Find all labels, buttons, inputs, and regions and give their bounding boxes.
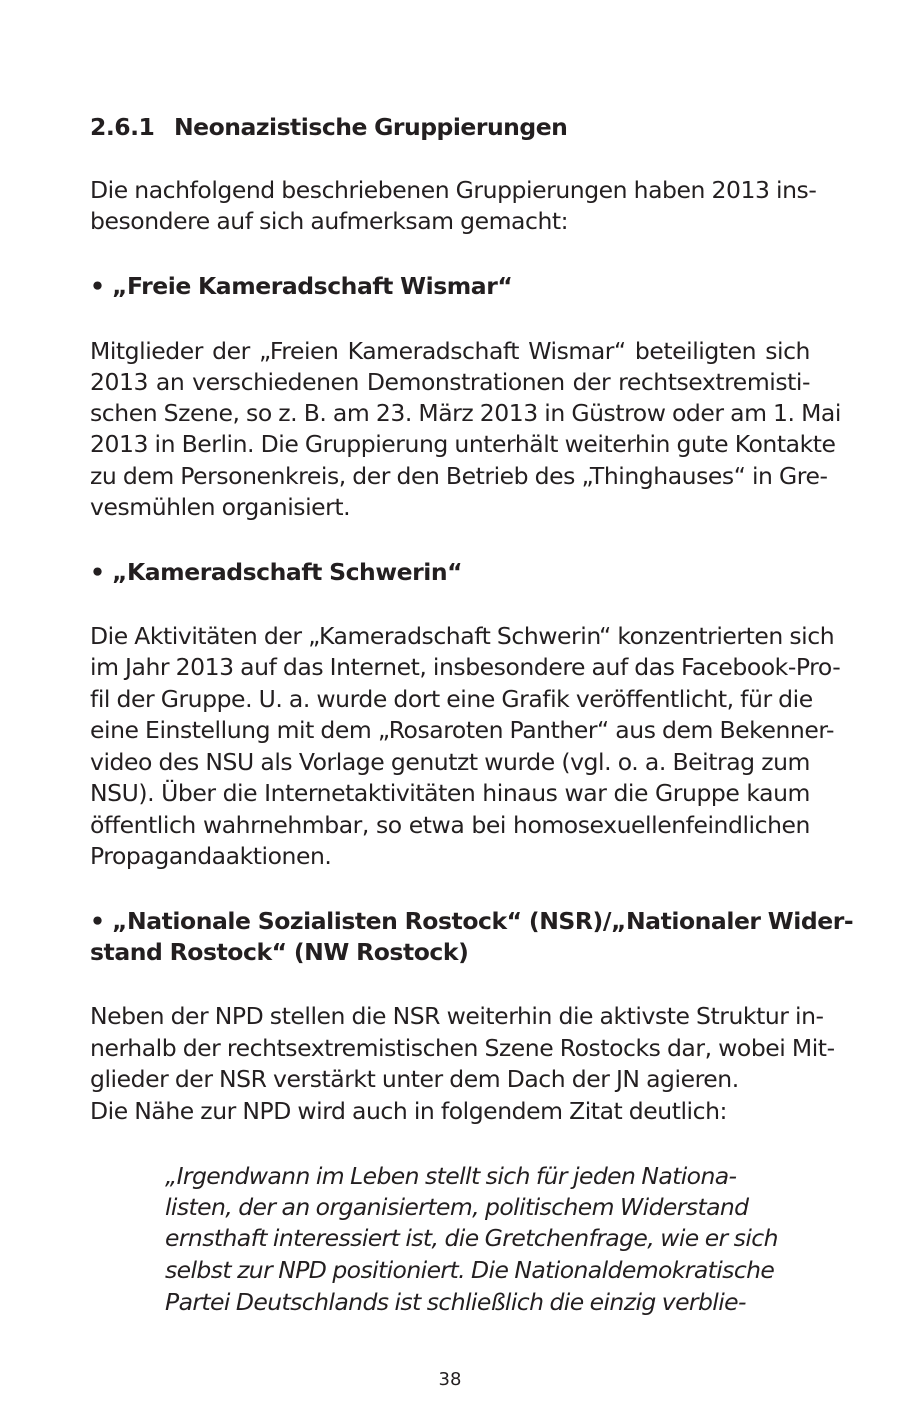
section-title: Neonazistische Gruppierungen [174, 113, 568, 141]
paragraph-line: Neben der NPD stellen die NSR weiterhin die aktivste Struktur in- [90, 1002, 824, 1030]
quote-line: ernsthaft interessiert ist, die Gretchenfrage, wie er sich [165, 1224, 778, 1252]
paragraph-line: glieder der NSR verstärkt unter dem Dach der JN agieren. [90, 1065, 739, 1093]
paragraph-line: Die Nähe zur NPD wird auch in folgendem Zitat deutlich: [90, 1097, 728, 1125]
paragraph-line: Die Aktivitäten der „Kameradschaft Schwerin“ konzentrierten sich [90, 622, 835, 650]
paragraph-line: fil der Gruppe. U. a. wurde dort eine Grafik veröffentlicht, für die [90, 685, 813, 713]
paragraph-line: vesmühlen organisiert. [90, 493, 351, 521]
paragraph-line: eine Einstellung mit dem „Rosaroten Panther“ aus dem Bekenner- [90, 716, 835, 744]
bullet-icon: • [90, 558, 105, 586]
intro-line: Die nachfolgend beschriebenen Gruppierungen haben 2013 ins- [90, 176, 817, 204]
section-heading [90, 112, 810, 142]
paragraph-line: video des NSU als Vorlage genutzt wurde (vgl. o. a. Beitrag zum [90, 748, 810, 776]
paragraph-line: 2013 in Berlin. Die Gruppierung unterhält weiterhin gute Kontakte [90, 430, 836, 458]
paragraph-line: Mitglieder der „Freien Kameradschaft Wismar“ beteiligten sich [90, 337, 810, 365]
group-heading-schwerin [90, 557, 810, 587]
group-heading-rostock [90, 906, 854, 936]
paragraph-line: zu dem Personenkreis, der den Betrieb des „Thinghauses“ in Gre- [90, 462, 828, 490]
paragraph-line: schen Szene, so z. B. am 23. März 2013 in Güstrow oder am 1. Mai [90, 399, 841, 427]
bullet-icon: • [90, 272, 105, 300]
bullet-icon: • [90, 907, 105, 935]
quote-line: Partei Deutschlands ist schließlich die einzig verblie- [165, 1288, 746, 1316]
paragraph-line: NSU). Über die Internetaktivitäten hinaus war die Gruppe kaum [90, 779, 810, 807]
quote-line: listen, der an organisiertem, politischem Widerstand [165, 1193, 749, 1221]
quote-line: „Irgendwann im Leben stellt sich für jeden Nationa- [165, 1162, 737, 1190]
group-heading-text: „Nationale Sozialisten Rostock“ (NSR)/„Nationaler Wider- [112, 907, 854, 935]
group-heading-wismar [90, 271, 810, 301]
group-heading-text: „Kameradschaft Schwerin“ [112, 558, 463, 586]
paragraph-line: im Jahr 2013 auf das Internet, insbesondere auf das Facebook-Pro- [90, 653, 841, 681]
section-number: 2.6.1 [90, 113, 155, 141]
group-heading-text: stand Rostock“ (NW Rostock) [90, 938, 469, 966]
paragraph-line: öffentlich wahrnehmbar, so etwa bei homosexuellenfeindlichen [90, 811, 810, 839]
group-heading-text: „Freie Kameradschaft Wismar“ [112, 272, 513, 300]
intro-line: besondere auf sich aufmerksam gemacht: [90, 207, 569, 235]
paragraph-line: 2013 an verschiedenen Demonstrationen der rechtsextremisti- [90, 368, 810, 396]
paragraph-line: Propagandaaktionen. [90, 842, 332, 870]
page-number: 38 [438, 1369, 462, 1390]
paragraph-line: nerhalb der rechtsextremistischen Szene Rostocks dar, wobei Mit- [90, 1034, 835, 1062]
quote-line: selbst zur NPD positioniert. Die Nationaldemokratische [165, 1256, 775, 1284]
